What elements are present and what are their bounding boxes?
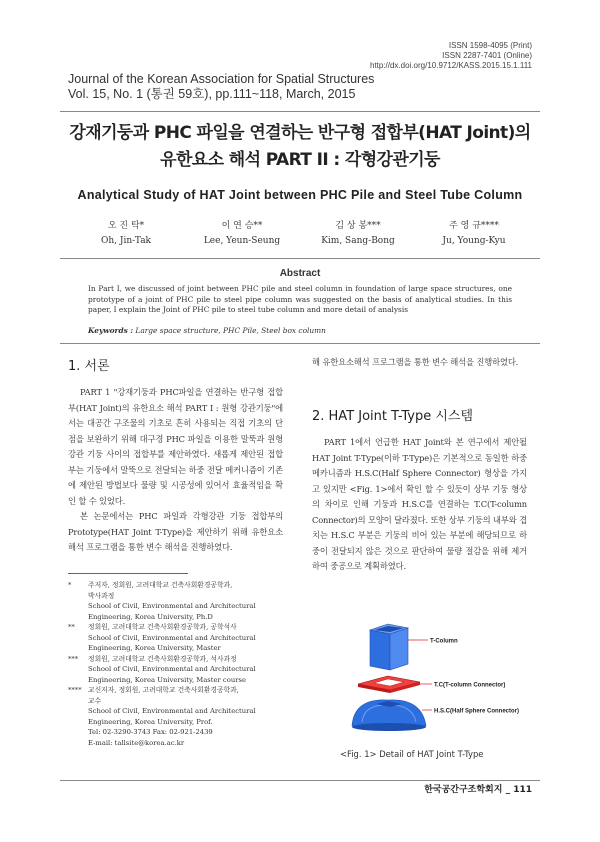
section-2-heading: 2. HAT Joint T-Type 시스템 xyxy=(312,409,474,424)
t-column-shape xyxy=(370,624,408,670)
author-name-ko: 이 연 승** xyxy=(221,221,263,231)
footnote-line: Engineering, Korea University, Prof. xyxy=(88,717,213,726)
section-1-para2-continuation: 해 유한요소해석 프로그램을 통한 변수 해석을 진행하였다. xyxy=(312,357,519,367)
body-divider xyxy=(60,343,540,344)
footnote-line: School of Civil, Environmental and Architectural xyxy=(88,602,256,610)
author-name-ko: 오 진 탁* xyxy=(107,221,145,231)
footnote-line: 정회원, 고려대학교 건축사회환경공학과, 석사과정 xyxy=(88,654,237,663)
footnote-line: School of Civil, Environmental and Architectural xyxy=(88,633,256,642)
author xyxy=(184,219,300,249)
figure-caption: <Fig. 1> Detail of HAT Joint T-Type xyxy=(340,749,484,759)
issn-online: ISSN 2287-7401 (Online) xyxy=(442,51,532,60)
korean-title-line2: 유한요소 해석 PART II : 각형강관기둥 xyxy=(160,150,440,170)
footnote-line: 주저자, 정회원, 고려대학교 건축사회환경공학과, xyxy=(88,581,233,589)
figure-label-t-column: T-Column xyxy=(430,638,458,645)
footnote-line: School of Civil, Environmental and Architectural xyxy=(88,707,256,715)
author xyxy=(300,219,416,249)
footnote xyxy=(68,685,288,748)
author-name-en: Kim, Sang-Bong xyxy=(321,236,395,246)
footer-divider xyxy=(60,780,540,781)
footnote xyxy=(68,622,288,654)
abstract-text: In Part I, we discussed of joint between PHC pile and steel column in foundation of large space structures, one prototype of a joint of PHC pile to steel pipe column was suggested on the basis of analytical studies. In this paper, I explain the Joint of PHC pile to steel tube column and more detail of analysis xyxy=(88,284,512,314)
author-name-ko: 주 영 규**** xyxy=(449,221,499,231)
footnote-divider xyxy=(68,573,188,574)
author-name-en: Ju, Young-Kyu xyxy=(442,236,506,246)
footnote xyxy=(68,654,288,686)
footnotes xyxy=(68,580,288,748)
footnote-mark: ** xyxy=(68,623,75,631)
header-divider xyxy=(60,111,540,112)
author-list xyxy=(68,219,532,249)
author-name-en: Lee, Yeun-Seung xyxy=(203,236,281,246)
keywords-label: Keywords : xyxy=(88,326,134,335)
abstract-divider xyxy=(60,258,540,259)
section-1-para2: 본 논문에서는 PHC 파일과 각형강관 기둥 접합부의 Prototype(HAT Joint T-Type)을 제안하기 위해 유한요소해석 프로그램을 통한 변수 해석을 진행하였다. xyxy=(68,511,283,552)
tc-connector-shape xyxy=(358,676,420,693)
author-name-en: Oh, Jin-Tak xyxy=(100,236,152,246)
section-2-para1: PART 1에서 언급한 HAT Joint와 본 연구에서 제안될 HAT Joint T-Type(이하 T-Type)은 기본적으로 동일한 하중 메카니즘과 H.S.C(Half Sphere Connector) 형상을 가지고 있지만 <Fig. 1>에서 확인 할 수 있듯이 상부 기둥 형상의 차이로 인해 기둥과 H.S.C를 연결하는 T.C(T-column Connector)의 모양이 달라졌다. 또한 상부 기둥의 내부와 겹치는 H.S.C 부분은 기둥의 비어 있는 부분에 해당되므로 하중이 전달되지 않은 것으로 판단하여 물량 절감을 위해 제거하여 중공으로 계획하였다. xyxy=(312,437,527,571)
korean-title xyxy=(60,120,540,174)
author-name-ko: 김 상 봉*** xyxy=(335,221,381,231)
hat-joint-figure xyxy=(350,618,550,743)
footnote-mark: *** xyxy=(68,654,79,663)
footnote xyxy=(68,580,288,622)
figure-label-hsc: H.S.C(Half Sphere Connector) xyxy=(434,708,520,715)
abstract-heading: Abstract xyxy=(279,268,321,279)
journal-info xyxy=(68,72,374,102)
author xyxy=(68,219,184,249)
footnote-line: 교신저자, 정회원, 고려대학교 건축사회환경공학과, xyxy=(88,686,239,694)
section-1-body xyxy=(68,385,283,552)
footnote-line: Engineering, Korea University, Master course xyxy=(88,675,246,684)
section-1-para1: PART 1 "강재기둥과 PHC파일을 연결하는 반구형 접합부(HAT Joint)의 유한요소 해석 PART I : 원형 강관기둥"에서는 대공간 구조물의 기초로 흔히 사용되는 직접 기초의 단점을 보완하기 위해 대구경 PHC 파일을 이용한 말뚝과 원형 강관 기둥 사이의 접합부를 제안하였다. 새롭게 제안된 접합부는 기둥에서 말뚝으로 전달되는 하중 전달 메커니즘이 기존에 제안된 방법보다 물량 및 시공성에 있어서 효율적임을 확인 할 수 있었다. xyxy=(68,387,283,506)
author xyxy=(416,219,532,249)
footnote-line: Engineering, Korea University, Master xyxy=(88,644,221,652)
keywords-list: Large space structure, PHC Pile, Steel box column xyxy=(133,326,326,335)
issn-block xyxy=(370,41,532,71)
page-footer: 한국공간구조학회지 _ 111 xyxy=(424,785,532,795)
figure-label-tc: T.C(T-column Connector) xyxy=(434,682,506,689)
footnote-line: Engineering, Korea University, Ph.D xyxy=(88,612,213,621)
english-title: Analytical Study of HAT Joint between PHC Pile and Steel Tube Column xyxy=(77,188,523,202)
footnote-mark: * xyxy=(68,581,72,589)
footnote-line: 박사과정 xyxy=(88,591,115,600)
footnote-mark: **** xyxy=(68,686,82,694)
journal-name: Journal of the Korean Association for Spatial Structures xyxy=(68,72,375,86)
section-1-heading: 1. 서론 xyxy=(68,359,110,374)
journal-volume: Vol. 15, No. 1 (통권 59호), pp.111~118, March, 2015 xyxy=(68,87,356,101)
section-2-body xyxy=(312,435,527,575)
footnote-line[interactable]: E-mail: tallsite@korea.ac.kr xyxy=(88,738,185,747)
keywords xyxy=(88,326,326,335)
korean-title-line1: 강재기둥과 PHC 파일을 연결하는 반구형 접합부(HAT Joint)의 xyxy=(69,123,531,143)
footnote-line: Tel: 02-3290-3743 Fax: 02-921-2439 xyxy=(88,728,213,736)
hsc-sphere-shape xyxy=(352,700,426,731)
section-1-continuation xyxy=(312,355,527,371)
footnote-line: School of Civil, Environmental and Architectural xyxy=(88,665,256,673)
footnote-line: 교수 xyxy=(88,696,102,705)
footnote-line: 정회원, 고려대학교 건축사회환경공학과, 공학석사 xyxy=(88,623,237,631)
doi-link[interactable]: http://dx.doi.org/10.9712/KASS.2015.15.1.111 xyxy=(369,61,532,70)
issn-print: ISSN 1598-4095 (Print) xyxy=(448,41,532,50)
